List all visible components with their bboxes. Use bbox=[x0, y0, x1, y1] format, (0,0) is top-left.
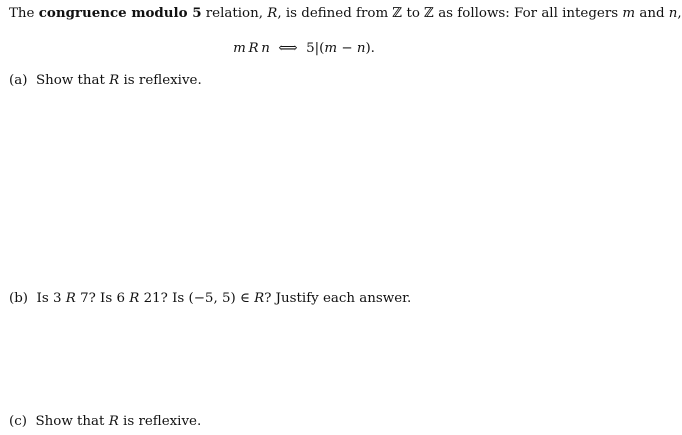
intro-end: , bbox=[677, 6, 682, 21]
part-a-label: (a) bbox=[9, 73, 28, 88]
part-a-text-after: is reflexive. bbox=[119, 73, 202, 88]
intro-before-bold: The bbox=[9, 6, 39, 21]
problem-intro bbox=[9, 5, 682, 22]
display-formula bbox=[0, 41, 608, 57]
intro-after-bold: relation, bbox=[201, 6, 268, 21]
part-b-q2-post: 21? Is (−5, 5) ∈ bbox=[139, 291, 255, 306]
part-b-q3-relation: R bbox=[254, 291, 265, 306]
formula-rhs-minus: − bbox=[337, 41, 357, 56]
part-b-label: (b) bbox=[9, 291, 29, 306]
iff-symbol: ⟺ bbox=[278, 41, 298, 56]
part-b-q1-post: 7? Is 6 bbox=[75, 291, 130, 306]
part-b-q3-post: ? Justify each answer. bbox=[264, 291, 412, 306]
part-b-question bbox=[9, 291, 411, 307]
part-b-q1-relation: R bbox=[65, 291, 76, 306]
formula-rhs-n: n bbox=[356, 41, 366, 56]
part-a-text-before: Show that bbox=[35, 73, 110, 88]
part-b-q2-relation: R bbox=[129, 291, 140, 306]
part-a-variable: R bbox=[109, 73, 120, 88]
part-a-question bbox=[9, 73, 202, 89]
formula-rhs-suffix: ). bbox=[365, 41, 375, 56]
part-c-text-after: is reflexive. bbox=[118, 414, 202, 429]
formula-rhs-m: m bbox=[324, 41, 338, 56]
part-c-question bbox=[9, 414, 201, 430]
part-c-text-before: Show that bbox=[35, 414, 109, 429]
formula-lhs-m: m bbox=[233, 41, 246, 56]
part-b-q1-pre: Is 3 bbox=[36, 291, 66, 306]
formula-lhs-R: R bbox=[248, 41, 259, 56]
variable-m: m bbox=[622, 6, 636, 21]
formula-rhs-prefix: 5|( bbox=[306, 41, 325, 56]
variable-n: n bbox=[668, 6, 678, 21]
intro-definition: , is defined from ℤ to ℤ as follows: For all integers bbox=[277, 6, 623, 21]
part-c-variable: R bbox=[108, 414, 119, 429]
intro-and: and bbox=[635, 6, 669, 21]
part-c-label: (c) bbox=[9, 414, 27, 429]
relation-variable: R bbox=[267, 6, 278, 21]
formula-lhs-n: n bbox=[261, 41, 270, 56]
relation-name: congruence modulo 5 bbox=[38, 5, 202, 21]
